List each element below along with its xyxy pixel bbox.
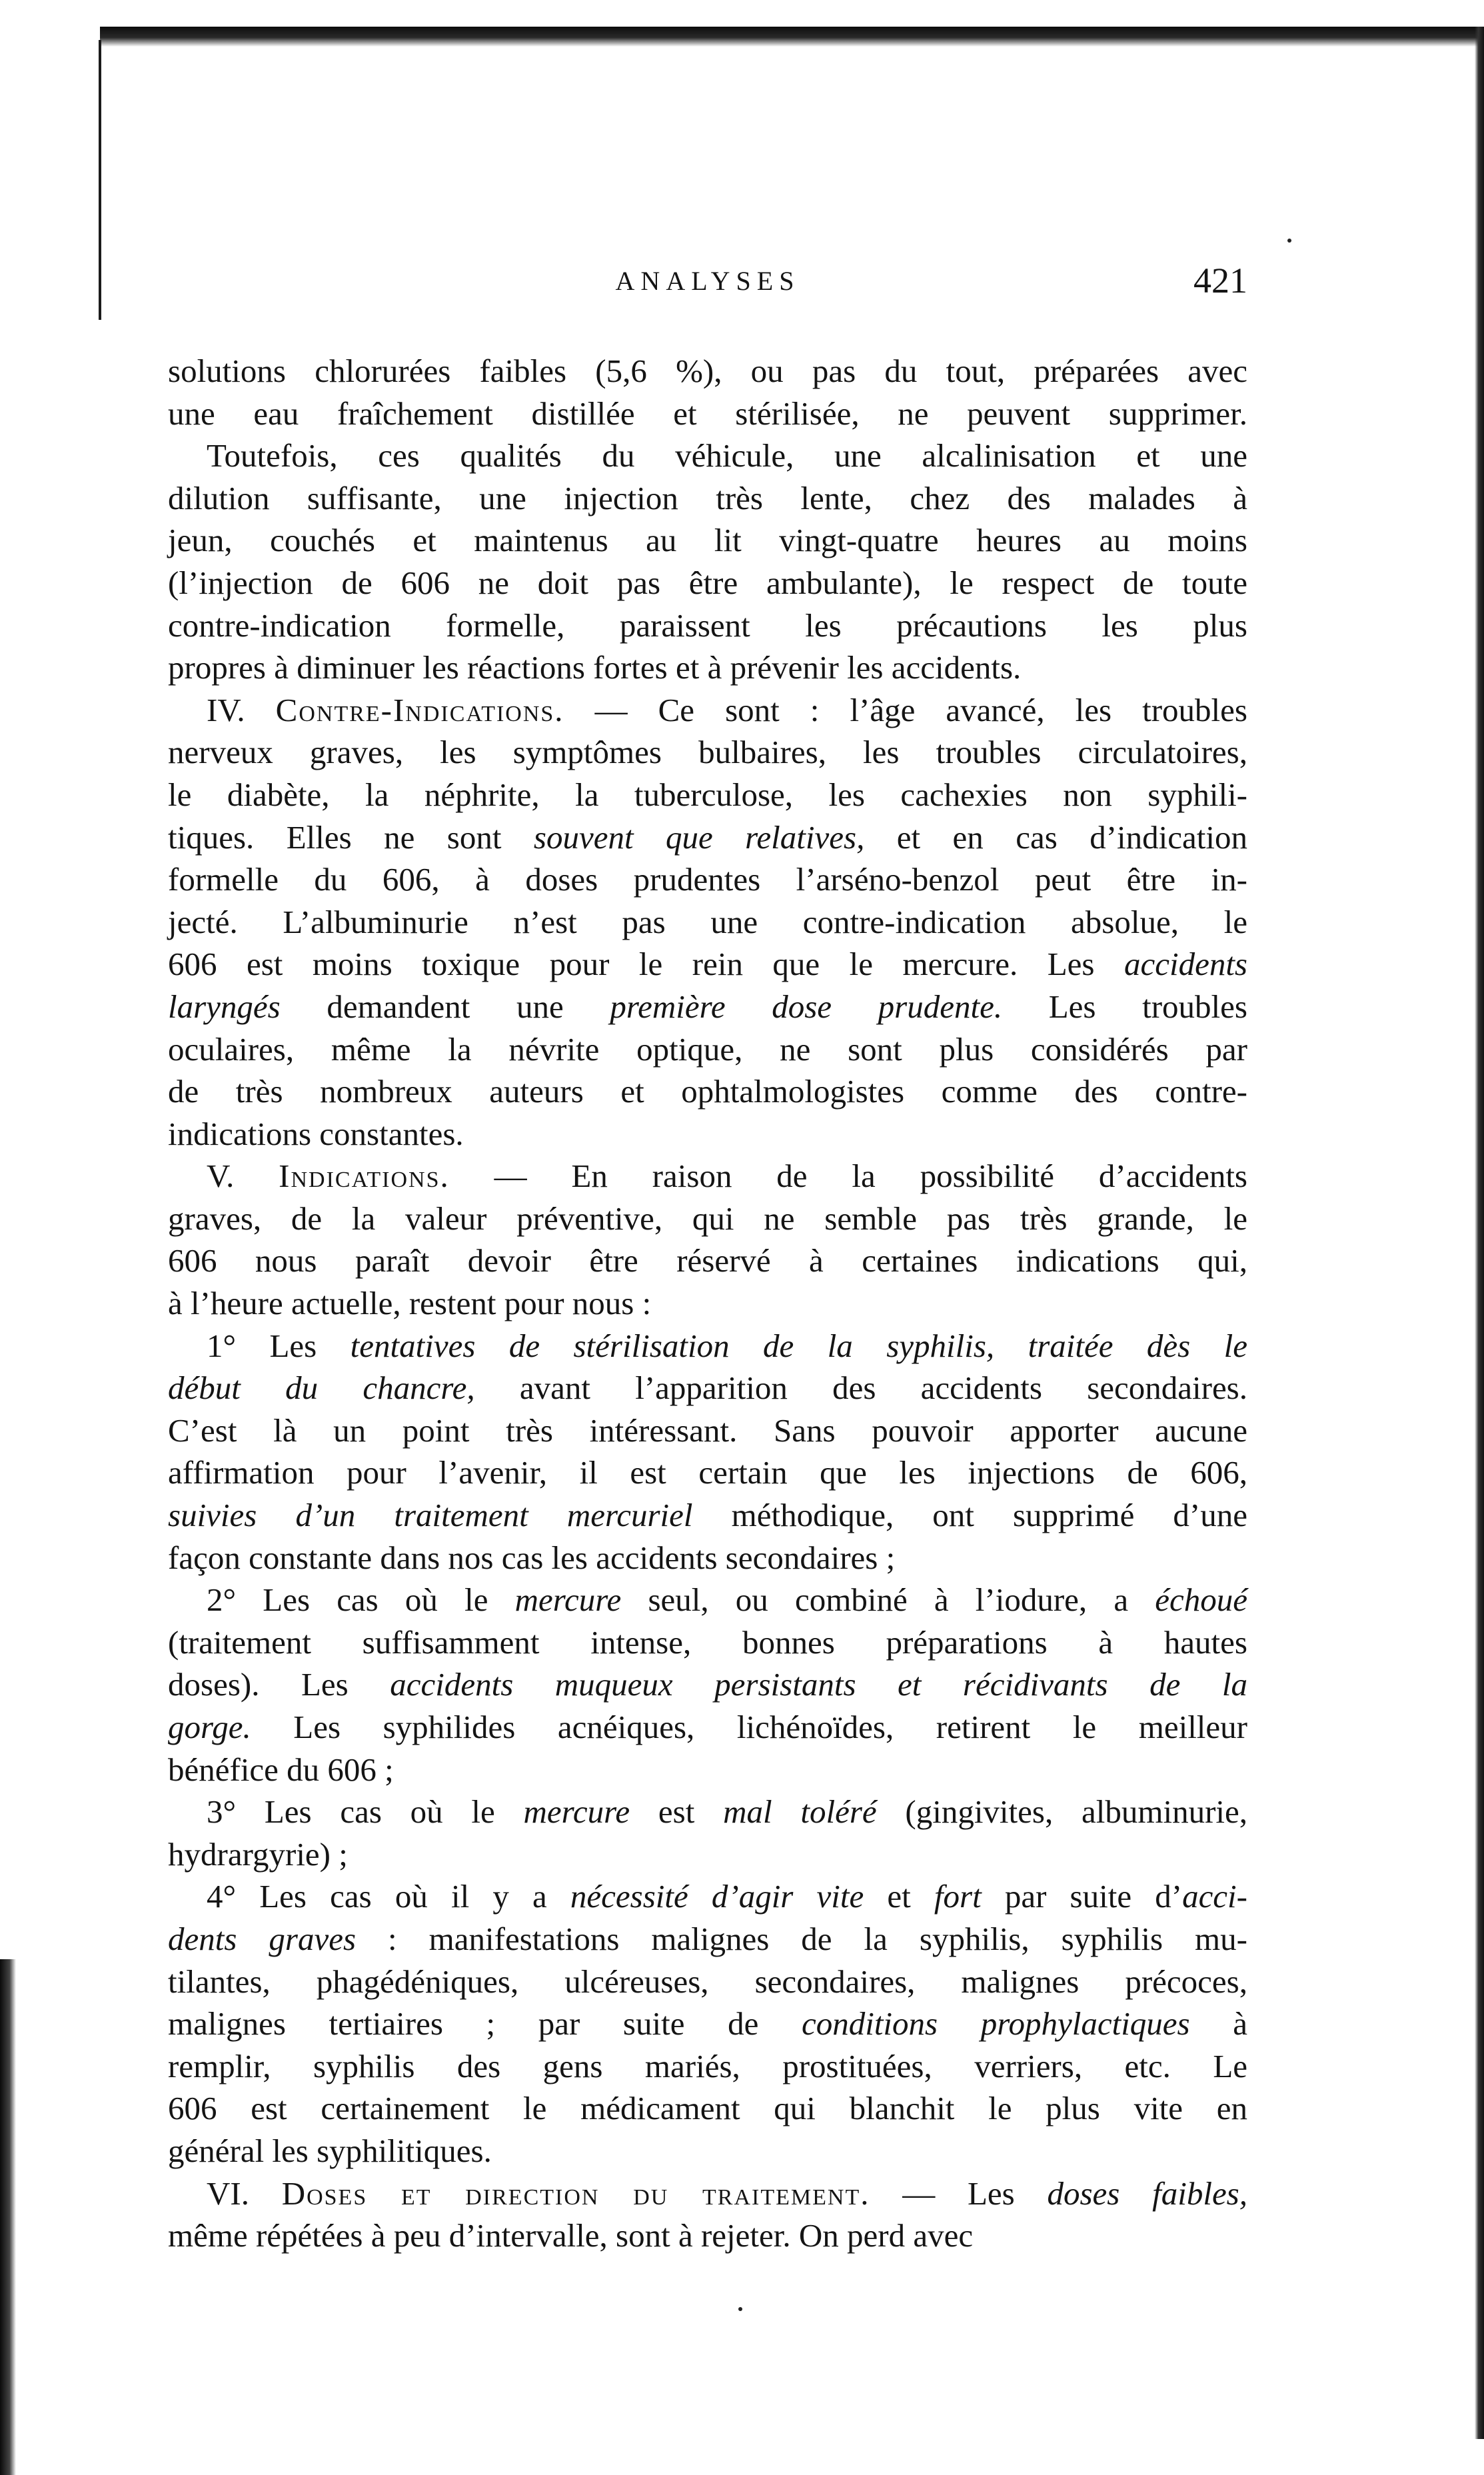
text-run: tiques. Elles ne sont xyxy=(168,818,534,856)
text-run: malignes tertiaires ; par suite de xyxy=(168,2005,802,2043)
text-line xyxy=(168,434,1247,477)
emphasis-text: dents graves xyxy=(168,1920,357,1957)
emphasis-text: fort xyxy=(934,1878,982,1915)
text-run: (gingivites, albuminurie, xyxy=(876,1793,1247,1831)
scan-top-edge xyxy=(100,27,1484,47)
text-run: Les syphilides acnéiques, lichénoïdes, retirent le meilleur xyxy=(251,1709,1247,1745)
text-line xyxy=(168,986,1247,1028)
page-number: 421 xyxy=(1193,261,1247,301)
text-run: par suite d’ xyxy=(981,1878,1183,1915)
text-run: jeun, couchés et maintenus au lit vingt-quatre heures au moins xyxy=(168,522,1247,559)
text-line xyxy=(168,1918,1247,1961)
text-line xyxy=(168,1706,1247,1749)
text-line xyxy=(168,1537,1247,1579)
text-line xyxy=(168,1282,1247,1325)
text-line xyxy=(168,477,1247,520)
text-line xyxy=(168,943,1247,986)
text-run: — Les xyxy=(870,2174,1048,2212)
text-run: hydrargyrie) ; xyxy=(168,1835,348,1873)
text-line xyxy=(168,1791,1247,1833)
emphasis-text: acci- xyxy=(1182,1878,1247,1915)
text-line xyxy=(168,731,1247,774)
text-run: demandent une xyxy=(280,988,610,1025)
text-line xyxy=(168,2130,1247,2172)
text-line xyxy=(168,1494,1247,1537)
text-run: méthodique, ont supprimé d’une xyxy=(692,1497,1248,1534)
emphasis-text: mercure xyxy=(523,1793,630,1831)
text-line xyxy=(168,2172,1247,2215)
text-run: général les syphilitiques. xyxy=(168,2132,492,2169)
text-line xyxy=(168,774,1247,816)
text-run: affirmation pour l’avenir, il est certain que les injections de 606, xyxy=(168,1454,1247,1491)
text-run: — En raison de la possibilité d’accidents xyxy=(449,1158,1247,1195)
text-line xyxy=(168,1325,1247,1367)
text-run: formelle du 606, à doses prudentes l’arséno-benzol peut être in- xyxy=(168,861,1247,898)
text-line xyxy=(168,1961,1247,2003)
text-run: propres à diminuer les réactions fortes et à prévenir les accidents. xyxy=(168,649,1022,686)
text-line xyxy=(168,858,1247,901)
text-run: Toutefois, ces qualités du véhicule, une alcalinisation et une xyxy=(207,437,1247,474)
text-line xyxy=(168,1749,1247,1791)
emphasis-text: souvent que relatives, xyxy=(533,818,865,856)
scan-speck xyxy=(1287,239,1291,243)
emphasis-text: conditions prophylactiques xyxy=(801,2005,1190,2043)
text-line xyxy=(168,1875,1247,1918)
text-run: : manifestations malignes de la syphilis, syphilis mu- xyxy=(356,1920,1247,1957)
text-run: C’est là un point très intéressant. Sans pouvoir apporter aucune xyxy=(168,1411,1247,1449)
text-run: (traitement suffisamment intense, bonnes préparations à hautes xyxy=(168,1623,1247,1661)
text-run: 4° Les cas où il y a xyxy=(207,1878,570,1915)
text-run: le diabète, la néphrite, la tuberculose, les cachexies non syphili- xyxy=(168,776,1247,813)
text-line xyxy=(168,901,1247,944)
text-run: (l’injection de 606 ne doit pas être ambulante), le respect de toute xyxy=(168,564,1247,601)
text-run: contre-indication formelle, paraissent les précautions les plus xyxy=(168,606,1247,644)
text-line xyxy=(168,816,1247,859)
text-run: V. xyxy=(207,1158,279,1195)
text-run: jecté. L’albuminurie n’est pas une contre-indication absolue, le xyxy=(168,903,1247,940)
text-run: 3° Les cas où le xyxy=(207,1793,524,1831)
text-run: solutions chlorurées faibles (5,6 %), ou pas du tout, préparées avec xyxy=(168,353,1247,389)
text-run: graves, de la valeur préventive, qui ne semble pas très grande, le xyxy=(168,1200,1247,1237)
text-run: même répétées à peu d’intervalle, sont à rejeter. On perd avec xyxy=(168,2217,974,2254)
text-line xyxy=(168,1833,1247,1876)
text-run: à xyxy=(1189,2005,1247,2043)
text-run: IV. xyxy=(207,691,276,728)
text-run: à l’heure actuelle, restent pour nous : xyxy=(168,1285,652,1322)
text-run: doses). Les xyxy=(168,1666,390,1703)
text-run: 606 est certainement le médicament qui blanchit le plus vite en xyxy=(168,2090,1247,2127)
scan-speck xyxy=(738,2307,742,2311)
text-run: bénéfice du 606 ; xyxy=(168,1751,394,1788)
text-line xyxy=(168,1451,1247,1494)
text-line xyxy=(168,1155,1247,1198)
text-line xyxy=(168,2214,1247,2257)
text-run: tilantes, phagédéniques, ulcéreuses, secondaires, malignes précoces, xyxy=(168,1963,1247,2000)
section-heading: Contre-Indications. xyxy=(275,691,564,728)
text-line xyxy=(168,1621,1247,1664)
text-run: 606 nous paraît devoir être réservé à certaines indications qui, xyxy=(168,1242,1247,1279)
running-head: ANALYSES xyxy=(615,266,800,296)
text-line xyxy=(168,1367,1247,1409)
text-line xyxy=(168,1113,1247,1156)
emphasis-text: accidents muqueux persistants et récidivants de la xyxy=(390,1666,1247,1703)
text-run: avant l’apparition des accidents secondaires. xyxy=(474,1369,1248,1407)
text-run: et en cas d’indication xyxy=(864,818,1247,856)
emphasis-text: première dose prudente. xyxy=(610,988,1003,1025)
emphasis-text: doses faibles, xyxy=(1047,2174,1248,2212)
scan-right-edge xyxy=(1475,27,1484,2439)
page-header xyxy=(168,260,1247,307)
text-run: — Ce sont : l’âge avancé, les troubles xyxy=(564,691,1247,728)
text-line xyxy=(168,604,1247,647)
text-line xyxy=(168,689,1247,732)
text-line xyxy=(168,1028,1247,1071)
text-line xyxy=(168,562,1247,604)
emphasis-text: mercure xyxy=(514,1581,622,1619)
section-heading: Doses et direction du traitement. xyxy=(281,2174,870,2212)
text-run: et xyxy=(864,1878,934,1915)
text-run: Les troubles xyxy=(1002,988,1247,1025)
binding-gutter-mark xyxy=(99,40,101,320)
scan-left-edge xyxy=(0,1959,16,2475)
text-run: oculaires, même la névrite optique, ne sont plus considérés par xyxy=(168,1030,1247,1068)
emphasis-text: laryngés xyxy=(168,988,281,1025)
emphasis-text: début du chancre, xyxy=(168,1369,475,1407)
text-line xyxy=(168,2003,1247,2045)
text-run: une eau fraîchement distillée et stérilisée, ne peuvent supprimer. xyxy=(168,395,1247,432)
text-run: indications constantes. xyxy=(168,1115,464,1152)
text-run: de très nombreux auteurs et ophtalmologistes comme des contre- xyxy=(168,1073,1247,1110)
text-line xyxy=(168,1409,1247,1452)
text-line xyxy=(168,519,1247,562)
text-line xyxy=(168,393,1247,435)
text-run: façon constante dans nos cas les accidents secondaires ; xyxy=(168,1539,896,1576)
text-line xyxy=(168,350,1247,393)
emphasis-text: suivies d’un traitement mercuriel xyxy=(168,1497,693,1534)
text-line xyxy=(168,1198,1247,1240)
emphasis-text: tentatives de stérilisation de la syphilis, traitée dès le xyxy=(350,1327,1247,1364)
text-line xyxy=(168,646,1247,689)
section-heading: Indications. xyxy=(279,1158,450,1195)
text-run: 606 est moins toxique pour le rein que le mercure. Les xyxy=(168,946,1124,983)
text-run: seul, ou combiné à l’iodure, a xyxy=(621,1581,1155,1619)
text-line xyxy=(168,2087,1247,2130)
emphasis-text: échoué xyxy=(1155,1581,1247,1619)
text-run: 2° Les cas où le xyxy=(207,1581,515,1619)
emphasis-text: nécessité d’agir vite xyxy=(570,1878,864,1915)
text-run: dilution suffisante, une injection très lente, chez des malades à xyxy=(168,479,1247,516)
text-line xyxy=(168,1239,1247,1282)
text-line xyxy=(168,1070,1247,1113)
emphasis-text: accidents xyxy=(1123,946,1247,983)
text-line xyxy=(168,1579,1247,1621)
emphasis-text: mal toléré xyxy=(723,1793,877,1831)
text-line xyxy=(168,2045,1247,2088)
body-text xyxy=(168,350,1247,2257)
text-run: est xyxy=(630,1793,724,1831)
text-run: remplir, syphilis des gens mariés, prostituées, verriers, etc. Le xyxy=(168,2047,1247,2084)
text-run: 1° Les xyxy=(207,1327,351,1364)
text-line xyxy=(168,1663,1247,1706)
emphasis-text: gorge. xyxy=(168,1709,251,1745)
text-run: nerveux graves, les symptômes bulbaires, les troubles circulatoires, xyxy=(168,734,1247,771)
text-run: VI. xyxy=(207,2174,282,2212)
